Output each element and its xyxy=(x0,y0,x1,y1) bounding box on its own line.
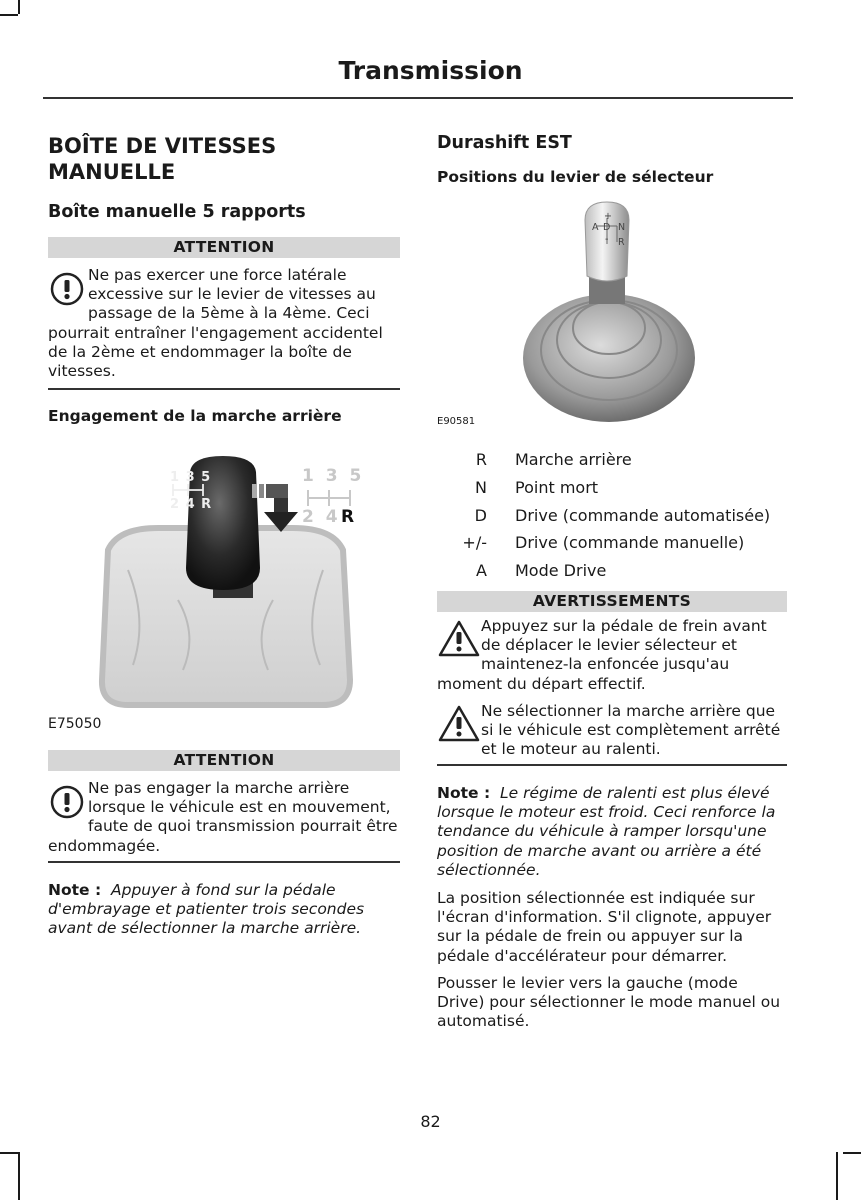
warning-triangle-icon xyxy=(437,619,481,659)
crop-mark xyxy=(843,1152,861,1154)
selector-positions-heading: Positions du levier de sélecteur xyxy=(437,168,714,186)
pattern-top-numbers: 1 3 5 xyxy=(302,466,365,486)
attention-banner: ATTENTION xyxy=(48,237,400,258)
divider xyxy=(48,861,400,863)
knob-bottom-numbers: 2 4 R xyxy=(170,497,213,512)
crop-mark xyxy=(836,1152,838,1200)
position-key: D xyxy=(474,506,487,525)
knob-letter-d: D xyxy=(603,222,611,233)
knob-letter-n: N xyxy=(618,222,626,233)
warnings-banner: AVERTISSEMENTS xyxy=(437,591,787,612)
exclamation-icon xyxy=(48,781,88,821)
position-key: N xyxy=(475,478,487,497)
knob-letter-minus: - xyxy=(605,234,609,245)
warning-text xyxy=(437,702,787,760)
position-label: Drive (commande manuelle) xyxy=(515,533,745,552)
knob-top-numbers: 1 3 5 xyxy=(170,470,212,485)
selected-position-paragraph: La position sélectionnée est indiquée sur l'écran d'information. S'il clignote, appuyer sur la pédale de frein ou appuyer sur la pédale d'accélérateur pour démarrer. xyxy=(437,889,772,965)
attention-box xyxy=(48,266,400,381)
knob-letter-r: R xyxy=(618,237,625,248)
figure-id: E90581 xyxy=(437,416,476,427)
section-title-line2: MANUELLE xyxy=(48,160,176,184)
divider xyxy=(437,764,787,766)
warning-box xyxy=(437,617,787,694)
position-label: Drive (commande automatisée) xyxy=(515,506,771,525)
note-label: Note : xyxy=(437,784,491,802)
shift-pattern-lines xyxy=(304,488,354,508)
pattern-reverse-letter: R xyxy=(341,507,355,527)
warning-box xyxy=(437,702,787,760)
exclamation-icon xyxy=(48,268,88,308)
attention-banner: ATTENTION xyxy=(48,750,400,771)
push-down-arrow-icon xyxy=(248,484,304,536)
reverse-heading: Engagement de la marche arrière xyxy=(48,407,342,425)
position-key: A xyxy=(476,561,487,580)
subtitle: Boîte manuelle 5 rapports xyxy=(48,202,306,222)
attention-text xyxy=(48,266,400,381)
warning-text-body: Ne sélectionner la marche arrière que si le véhicule est complètement arrêté et le moteur au ralenti. xyxy=(481,702,781,759)
crop-mark xyxy=(18,1152,20,1200)
attention-text-body: Ne pas exercer une force latérale excessive sur le levier de vitesses au passage de la 5ème à la 4ème. Ceci pourrait entraîner l'engagement accidentel de la 2ème et endommager la boîte de vitesses. xyxy=(48,266,383,381)
position-label: Point mort xyxy=(515,478,599,497)
position-key: +/- xyxy=(462,533,487,552)
note-paragraph xyxy=(437,784,787,880)
attention-text-body: Ne pas engager la marche arrière lorsque le véhicule est en mouvement, faute de quoi transmission pourrait être endommagée. xyxy=(48,779,398,855)
note-text: Le régime de ralenti est plus élevé lorsque le moteur est froid. Ceci renforce la tendance du véhicule à ramper lorsqu'une position de marche avant ou arrière a été sélectionnée. xyxy=(437,784,776,879)
page-header-title: Transmission xyxy=(338,56,523,85)
section-title xyxy=(48,133,276,185)
note-paragraph xyxy=(48,881,378,939)
header-divider xyxy=(43,97,793,99)
page-number: 82 xyxy=(420,1112,441,1131)
position-key: R xyxy=(475,450,487,469)
warning-text-body: Appuyez sur la pédale de frein avant de déplacer le levier sélecteur et maintenez-la enfoncée jusqu'au moment du départ effectif. xyxy=(437,617,767,693)
attention-box xyxy=(48,779,400,856)
note-label: Note : xyxy=(48,881,102,899)
crop-mark xyxy=(18,0,20,14)
figure-id: E75050 xyxy=(48,716,102,732)
drive-mode-paragraph: Pousser le levier vers la gauche (mode Drive) pour sélectionner le mode manuel ou automatisé. xyxy=(437,974,781,1031)
knob-letter-a: A xyxy=(592,222,599,233)
attention-text xyxy=(48,779,400,856)
position-label: Mode Drive xyxy=(515,561,607,580)
divider xyxy=(48,388,400,390)
crop-mark xyxy=(0,1152,18,1154)
warning-triangle-icon xyxy=(437,704,481,744)
knob-gate-lines xyxy=(170,483,206,497)
knob-letter-plus: + xyxy=(604,211,612,222)
section-title-line1: BOÎTE DE VITESSES xyxy=(48,134,277,158)
pattern-bottom-numbers: 2 4 xyxy=(302,507,341,527)
warning-text xyxy=(437,617,787,694)
durashift-heading: Durashift EST xyxy=(437,133,572,153)
note-text: Appuyer à fond sur la pédale d'embrayage et patienter trois secondes avant de sélectionner la marche arrière. xyxy=(48,881,365,938)
crop-mark xyxy=(0,14,18,16)
position-label: Marche arrière xyxy=(515,450,632,469)
